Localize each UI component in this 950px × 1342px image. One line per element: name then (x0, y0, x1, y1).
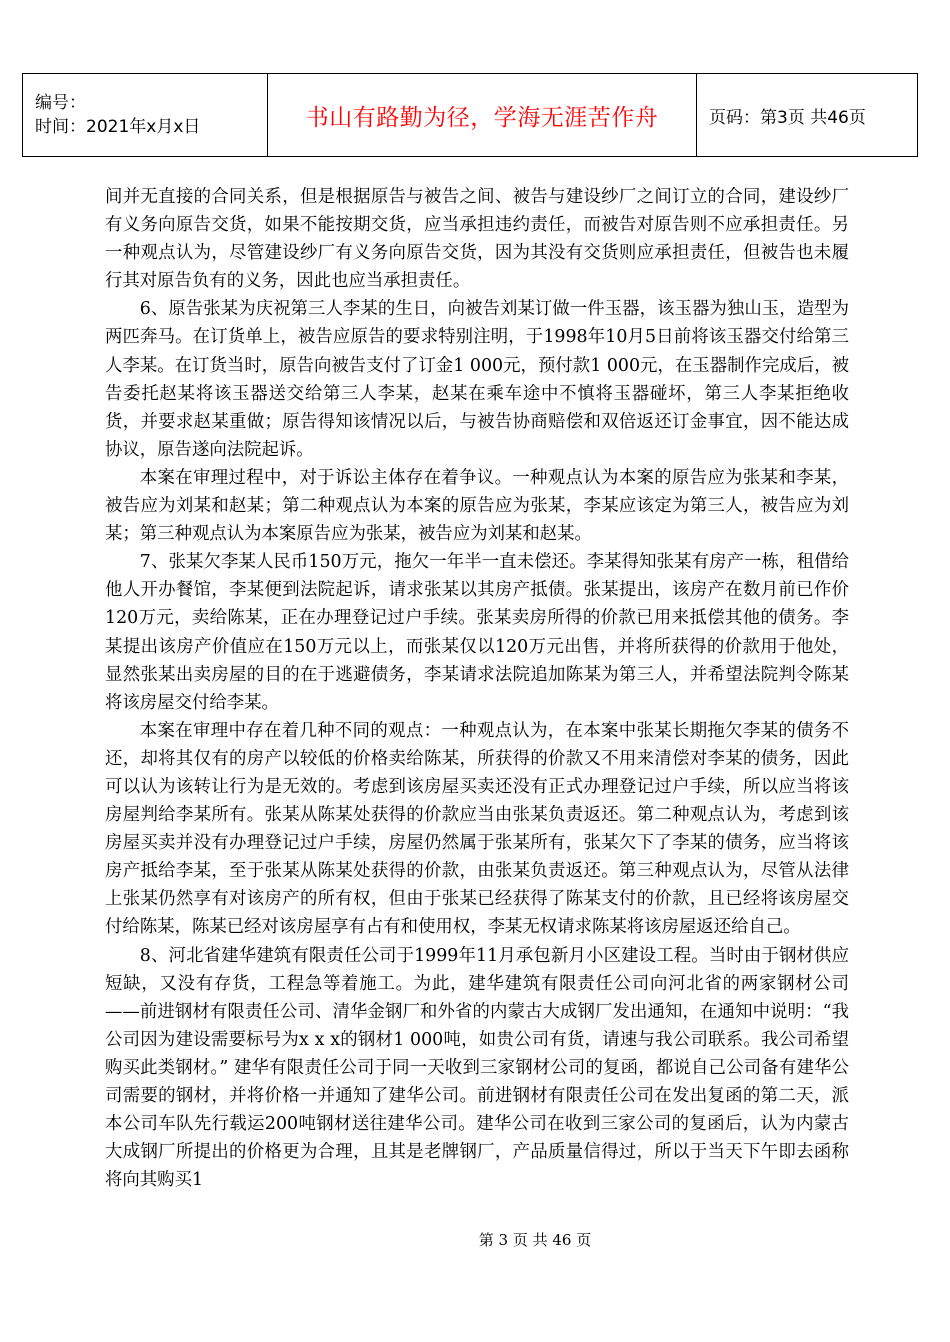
document-header (22, 73, 918, 157)
paragraph: 本案在审理中存在着几种不同的观点：一种观点认为，在本案中张某长期拖欠李某的债务不还，却将其仅有的房产以较低的价格卖给陈某，所获得的价款又不用来清偿对李某的债务，因此可以认为该转让行为是无效的。考虑到该房屋买卖还没有正式办理登记过户手续，所以应当将该房屋判给李某所有。张某从陈某处获得的价款应当由张某负责返还。第二种观点认为，考虑到该房屋买卖并没有办理登记过户手续，房屋仍然属于张某所有，张某欠下了李某的债务，应当将该房产抵给李某，至于张某从陈某处获得的价款，由张某负责返还。第三种观点认为，尽管从法律上张某仍然享有对该房产的所有权，但由于张某已经获得了陈某支付的价款，且已经将该房屋交付给陈某，陈某已经对该房屋享有占有和使用权，李某无权请求陈某将该房屋返还给自己。 (105, 720, 849, 938)
paragraph: 间并无直接的合同关系，但是根据原告与被告之间、被告与建设纱厂之间订立的合同，建设纱厂有义务向原告交货，如果不能按期交货，应当承担违约责任，而被告对原告则不应承担责任。另一种观点认为，尽管建设纱厂有义务向原告交货，因为其没有交货则应承担责任，但被告也未履行其对原告负有的义务，因此也应当承担责任。 (105, 187, 849, 292)
paragraph: 7、张某欠李某人民币150万元，拖欠一年半一直未偿还。李某得知张某有房产一栋，租借给他人开办餐馆，李某便到法院起诉，请求张某以其房产抵债。张某提出，该房产在数月前已作价120万元，卖给陈某，正在办理登记过户手续。张某卖房所得的价款已用来抵偿其他的债务。李某提出该房产价值应在150万元以上，而张某仅以120万元出售，并将所获得的价款用于他处，显然张某出卖房屋的目的在于逃避债务，李某请求法院追加陈某为第三人，并希望法院判令陈某将该房屋交付给李某。 (105, 552, 849, 713)
document-number-label: 编号： (35, 93, 86, 113)
paragraph: 6、原告张某为庆祝第三人李某的生日，向被告刘某订做一件玉器，该玉器为独山玉，造型为两匹奔马。在订货单上，被告应原告的要求特别注明，于1998年10月5日前将该玉器交付给第三人李某。在订货当时，原告向被告支付了订金1 000元，预付款1 000元，在玉器制作完成后，被告委托赵某将该玉器送交给第三人李某，赵某在乘车途中不慎将玉器碰坏，第三人李某拒绝收货，并要求赵某重做；原告得知该情况以后，与被告协商赔偿和双倍返还订金事宜，因不能达成协议，原告遂向法院起诉。 (105, 299, 849, 460)
header-motto: 书山有路勤为径，学海无涯苦作舟 (268, 74, 697, 157)
page-footer: 第 3 页 共 46 页 (478, 1231, 592, 1249)
header-page-info: 页码：第3页 共46页 (697, 74, 918, 157)
paragraph: 8、河北省建华建筑有限责任公司于1999年11月承包新月小区建设工程。当时由于钢材供应短缺，又没有存货，工程急等着施工。为此，建华建筑有限责任公司向河北省的两家钢材公司——前进钢材有限责任公司、清华金钢厂和外省的内蒙古大成钢厂发出通知，在通知中说明：“我公司因为建设需要标号为x x x的钢材1 000吨，如贵公司有货，请速与我公司联系。我公司希望购买此类钢材。” 建华有限责任公司于同一天收到三家钢材公司的复函，都说自己公司备有建华公司需要的钢材，并将价格一并通知了建华公司。前进钢材有限责任公司在发出复函的第二天，派本公司车队先行载运200吨钢材送往建华公司。建华公司在收到三家公司的复函后，认为内蒙古大成钢厂所提出的价格更为合理，且其是老牌钢厂，产品质量信得过，所以于当天下午即去函称将向其购买1 (105, 945, 849, 1191)
paragraph: 本案在审理过程中，对于诉讼主体存在着争议。一种观点认为本案的原告应为张某和李某，被告应为刘某和赵某；第二种观点认为本案的原告应为张某，李某应该定为第三人，被告应为刘某；第三种观点认为本案原告应为张某，被告应为刘某和赵某。 (105, 467, 849, 545)
document-body (105, 183, 849, 1194)
header-meta-cell (23, 74, 268, 157)
document-time-label: 时间：2021年x月x日 (35, 117, 201, 137)
